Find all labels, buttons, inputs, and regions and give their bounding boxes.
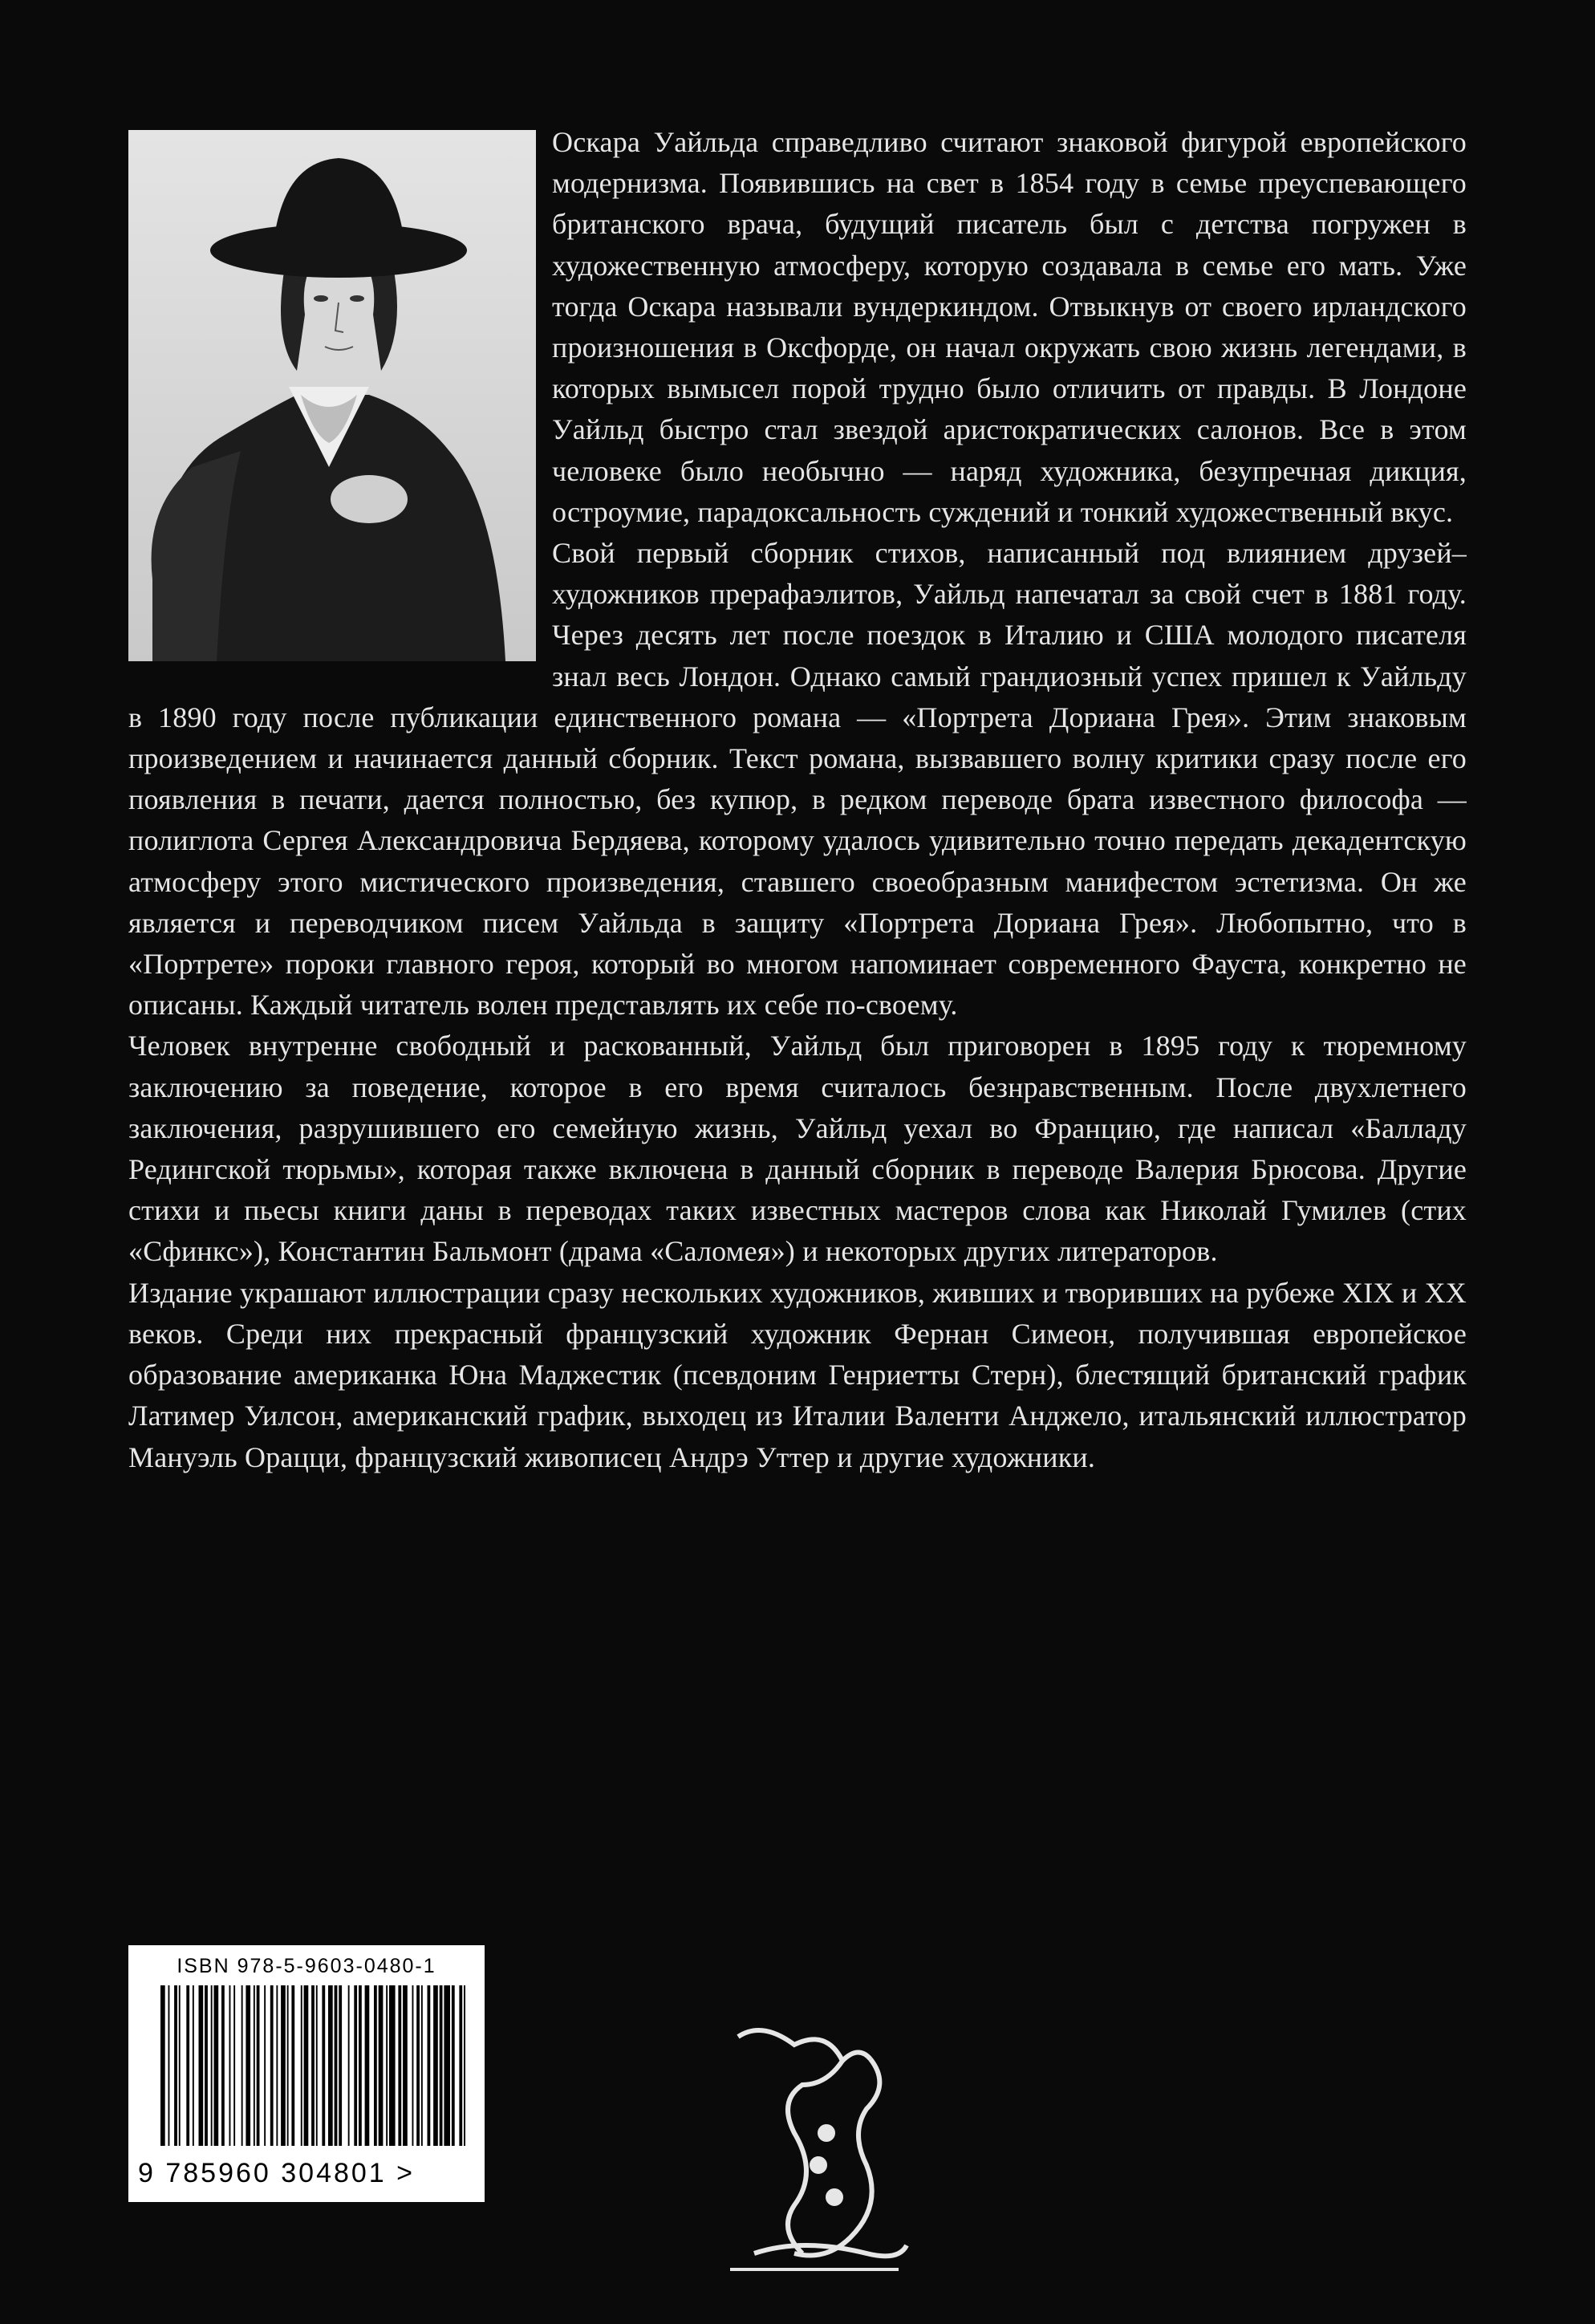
isbn-label: ISBN 978-5-9603-0480-1 [177, 1955, 436, 1977]
barcode [160, 1985, 465, 2146]
paragraph-intro: Оскара Уайльда справедливо считают знаковой фигурой европейского модернизма. Появившись на свет в 1854 году в семье преуспевающего британского врача, будущий писатель был с детства погружен в художественную атмосферу, которую создавала в семье его мать. Уже тогда Оскара называли вундеркиндом. Отвыкнув от своего ирландского произношения в Оксфорде, он начал окружать свою жизнь легендами, в которых вымысел порой трудно было отличить от правды. В Лондоне Уайльд быстро стал звездой аристократических салонов. Все в этом человеке было необычно — наряд художника, безупречная дикция, остроумие, парадоксальность суждений и тонкий художественный вкус. [552, 126, 1467, 528]
annotation-text [128, 122, 1467, 1478]
paragraph-illustrators: Издание украшают иллюстрации сразу нескольких художников, живших и творивших на рубеже XIX и XX веков. Среди них прекрасный французский художник Фернан Симеон, получившая европейское образование американка Юна Маджестик (псевдоним Генриетты Стерн), блестящий британский график Латимер Уилсон, американский график, выходец из Италии Валенти Анджело, итальянский иллюстратор Мануэль Орацци, французский живописец Андрэ Уттер и другие художники. [128, 1276, 1467, 1473]
paragraph-imprisonment: Человек внутренне свободный и раскованный, Уайльд был приговорен в 1895 году к тюремному заключению за поведение, которое в его время считалось безнравственным. После двухлетнего заключения, разрушившего его семейную жизнь, Уайльд уехал во Францию, где написал «Балладу Редингской тюрьмы», которая также включена в данный сборник в переводе Валерия Брюсова. Другие стихи и пьесы книги даны в переводах таких известных мастеров слова как Николай Гумилев (стих «Сфинкс»), Константин Бальмонт (драма «Саломея») и некоторых других литераторов. [128, 1030, 1467, 1268]
isbn-barcode-block [128, 1945, 485, 2202]
publisher-dragon-logo [706, 2013, 915, 2277]
paragraph-dorian-gray: Свой первый сборник стихов, написанный под влиянием друзей–художников прерафаэлитов, Уайльд напечатал за свой счет в 1881 году. Через десять лет после поездок в Италию и США молодого писателя знал весь Лондон. Однако самый грандиозный успех пришел к Уайльду в 1890 году после публикации единственного романа — «Портрета Дориана Грея». Этим знаковым произведением и начинается данный сборник. Текст романа, вызвавшего волну критики сразу после его появления в печати, дается полностью, без купюр, в редком переводе брата известного философа — полиглота Сергея Александровича Бердяева, которому удалось удивительно точно передать декадентскую атмосферу этого мистического произведения, ставшего своеобразным манифестом эстетизма. Он же является и переводчиком писем Уайльда в защиту «Портрета Дориана Грея». Любопытно, что в «Портрете» пороки главного героя, который во многом напоминает современного Фауста, конкретно не описаны. Каждый читатель волен представлять их себе по-своему. [128, 537, 1467, 1022]
ean-digits: 9 785960 304801 > [138, 2158, 416, 2188]
